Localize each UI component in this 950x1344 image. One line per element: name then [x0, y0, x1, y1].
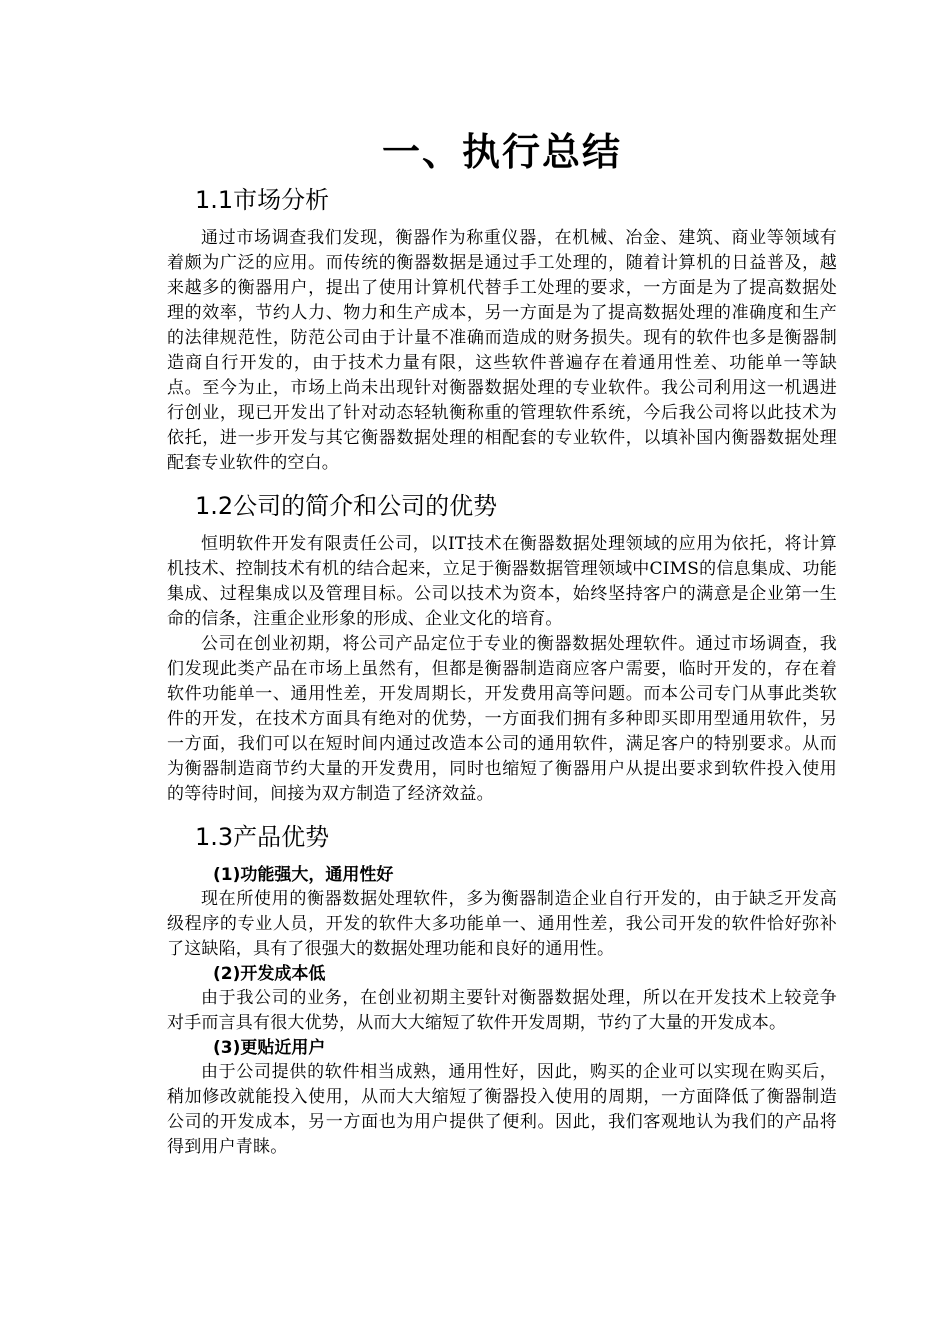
- paragraph: 现在所使用的衡器数据处理软件，多为衡器制造企业自行开发的，由于缺乏开发高级程序的专业人员，开发的软件大多功能单一、通用性差，我公司开发的软件恰好弥补了这缺陷，具有了很强大的数据处理功能和良好的通用性。: [167, 889, 837, 959]
- section-company-profile: [167, 486, 837, 807]
- section-heading: 1.3产品优势: [195, 823, 330, 851]
- paragraph: 通过市场调查我们发现，衡器作为称重仪器，在机械、冶金、建筑、商业等领域有着颇为广泛的应用。而传统的衡器数据是通过手工处理的，随着计算机的日益普及，越来越多的衡器用户，提出了使用计算机代替手工处理的要求，一方面是为了提高数据处理的效率，节约人力、物力和生产成本，另一方面是为了提高数据处理的准确度和生产的法律规范性，防范公司由于计量不准确而造成的财务损失。现有的软件也多是衡器制造商自行开发的，由于技术力量有限，这些软件普遍存在着通用性差、功能单一等缺点。至今为止，市场上尚未出现针对衡器数据处理的专业软件。我公司利用这一机遇进行创业，现已开发出了针对动态轻轨衡称重的管理软件系统，今后我公司将以此技术为依托，进一步开发与其它衡器数据处理的相配套的专业软件，以填补国内衡器数据处理配套专业软件的空白。: [167, 228, 837, 473]
- section-heading: 1.2公司的简介和公司的优势: [195, 492, 498, 520]
- section-market-analysis: [167, 180, 837, 476]
- section-heading: 1.1市场分析: [195, 186, 330, 214]
- paragraph: 由于我公司的业务，在创业初期主要针对衡器数据处理，所以在开发技术上较竞争对手而言具有很大优势，从而大大缩短了软件开发周期，节约了大量的开发成本。: [167, 988, 837, 1033]
- sub-heading: (1)功能强大，通用性好: [213, 865, 394, 885]
- chapter-title: 一、执行总结: [381, 130, 622, 174]
- sub-heading: (2)开发成本低: [213, 964, 326, 984]
- paragraph: 恒明软件开发有限责任公司，以IT技术在衡器数据处理领域的应用为依托，将计算机技术、控制技术有机的结合起来，立足于衡器数据管理领域中CIMS的信息集成、功能集成、过程集成以及管理目标。公司以技术为资本，始终坚持客户的满意是企业第一生命的信条，注重企业形象的形成、企业文化的培育。: [167, 534, 837, 629]
- paragraph: 公司在创业初期，将公司产品定位于专业的衡器数据处理软件。通过市场调查，我们发现此类产品在市场上虽然有，但都是衡器制造商应客户需要，临时开发的，存在着软件功能单一、通用性差，开发周期长，开发费用高等问题。而本公司专门从事此类软件的开发，在技术方面具有绝对的优势，一方面我们拥有多种即买即用型通用软件，另一方面，我们可以在短时间内通过改造本公司的通用软件，满足客户的特别要求。从而为衡器制造商节约大量的开发费用，同时也缩短了衡器用户从提出要求到软件投入使用的等待时间，间接为双方制造了经济效益。: [167, 634, 837, 804]
- section-product-advantages: [167, 817, 837, 1160]
- document-page: [167, 124, 837, 1160]
- paragraph: 由于公司提供的软件相当成熟，通用性好，因此，购买的企业可以实现在购买后，稍加修改就能投入使用，从而大大缩短了衡器投入使用的周期，一方面降低了衡器制造公司的开发成本，另一方面也为用户提供了便利。因此，我们客观地认为我们的产品将得到用户青睐。: [167, 1062, 837, 1157]
- sub-heading: (3)更贴近用户: [213, 1038, 326, 1058]
